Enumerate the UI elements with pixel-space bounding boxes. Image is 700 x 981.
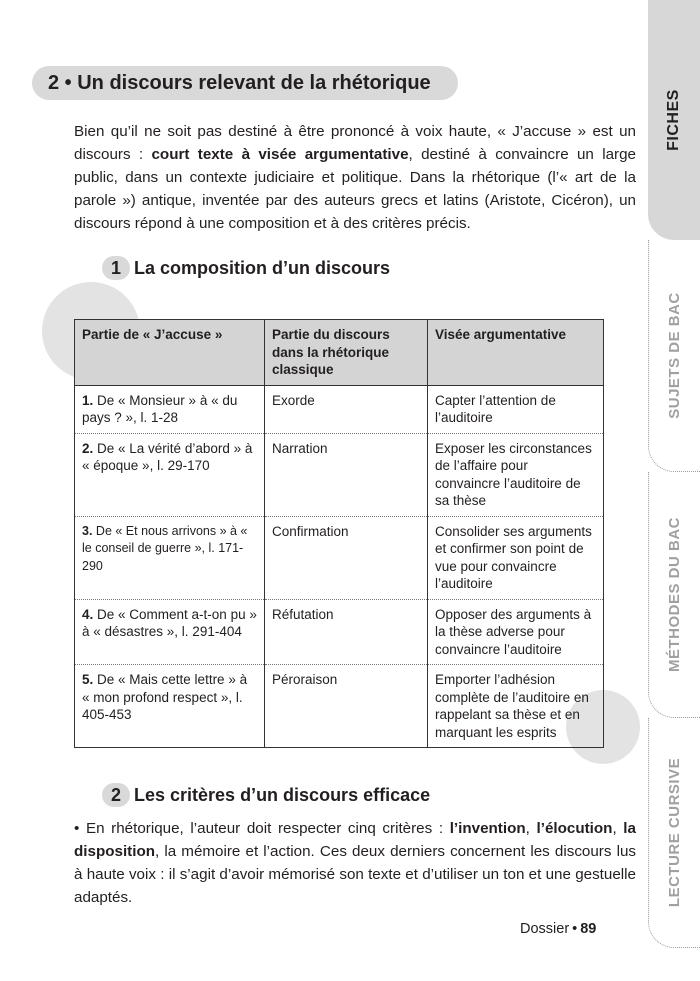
table-row	[75, 516, 604, 599]
section-title: 2 • Un discours relevant de la rhétorique	[48, 72, 431, 94]
tab-label: LECTURE CURSIVE	[666, 757, 683, 908]
table-header-row	[75, 320, 604, 386]
table-row	[75, 385, 604, 433]
part-number: 2.	[82, 440, 94, 456]
cell-part	[75, 516, 265, 599]
criteria-paragraph	[74, 817, 636, 909]
tab-sujets-de-bac[interactable]	[648, 240, 700, 472]
sidebar-tabs	[648, 0, 700, 981]
cell-rhetoric: Péroraison	[265, 665, 428, 748]
subheading-title: Les critères d’un discours efficace	[134, 785, 431, 805]
cell-aim: Exposer les circonstances de l’affaire pour convaincre l’auditoire de sa thèse	[428, 433, 604, 516]
part-text: De « Monsieur » à « du pays ? », l. 1-28	[82, 392, 238, 425]
table-row	[75, 433, 604, 516]
section-header	[32, 66, 458, 100]
footer-bullet: •	[572, 921, 578, 937]
cell-part	[75, 385, 265, 433]
criteria-text-1: • En rhétorique, l’auteur doit respecter cinq critères :	[74, 820, 450, 837]
cell-aim: Consolider ses arguments et confirmer son point de vue pour convaincre l’auditoire	[428, 516, 604, 599]
part-number: 5.	[82, 672, 94, 687]
tab-methodes-du-bac[interactable]	[648, 472, 700, 718]
page-number: 89	[580, 921, 597, 937]
table-row	[75, 599, 604, 665]
criteria-disposition: la disposition	[74, 820, 636, 860]
intro-text-2: , destiné à convaincre un large public, dans un contexte judiciaire et politique. Dans la rhétorique (l’« art de la parole ») antique, inventée par des auteurs grecs et latins (Aristote, Cicéron), un discours répond à une composition et à des critères précis.	[74, 146, 636, 232]
tab-fiches[interactable]	[648, 0, 700, 240]
cell-part	[75, 599, 265, 665]
tab-label: MÉTHODES DU BAC	[666, 516, 684, 673]
number-badge: 1	[102, 256, 130, 280]
cell-part	[75, 433, 265, 516]
criteria-sep-2: ,	[612, 820, 624, 837]
cell-rhetoric: Exorde	[265, 385, 428, 433]
part-number: 4.	[82, 606, 94, 622]
cell-aim: Emporter l’adhésion complète de l’auditoire en rappelant sa thèse et en marquant les esprits	[428, 665, 604, 748]
composition-table	[74, 319, 604, 748]
footer-label: Dossier	[520, 921, 570, 937]
column-header-aim: Visée argumentative	[428, 320, 604, 386]
cell-aim: Capter l’attention de l’auditoire	[428, 385, 604, 433]
criteria-invention: l’invention	[449, 820, 526, 837]
column-header-part: Partie de « J’accuse »	[75, 320, 265, 386]
intro-paragraph	[74, 120, 636, 235]
table-row	[75, 665, 604, 748]
number-badge: 2	[102, 783, 130, 807]
cell-rhetoric: Confirmation	[265, 516, 428, 599]
part-text: De « La vérité d’abord » à « époque », l. 29-170	[82, 440, 253, 473]
intro-bold: court texte à visée argumentative	[151, 146, 409, 163]
part-text: De « Mais cette lettre » à « mon profond respect », l. 405-453	[82, 672, 248, 722]
cell-part	[75, 665, 265, 748]
cell-rhetoric: Narration	[265, 433, 428, 516]
cell-rhetoric: Réfutation	[265, 599, 428, 665]
part-number: 3.	[82, 523, 93, 538]
criteria-sep-1: ,	[525, 820, 537, 837]
tab-label: SUJETS DE BAC	[666, 292, 683, 419]
column-header-rhetoric: Partie du discours dans la rhétorique classique	[265, 320, 428, 386]
cell-aim: Opposer des arguments à la thèse adverse pour convaincre l’auditoire	[428, 599, 604, 665]
tab-label: FICHES	[665, 89, 683, 151]
part-number: 1.	[82, 392, 94, 408]
part-text: De « Et nous arrivons » à « le conseil de guerre », l. 171-290	[82, 523, 248, 573]
subheading-title: La composition d’un discours	[134, 258, 391, 278]
tab-lecture-cursive[interactable]	[648, 718, 700, 948]
criteria-text-2: , la mémoire et l’action. Ces deux derniers concernent les discours lus à haute voix : il s’agit d’avoir mémorisé son texte et d’utiliser un ton et une gestuelle adaptés.	[74, 843, 636, 906]
criteria-elocution: l’élocution	[536, 820, 613, 837]
intro-text-1: Bien qu’il ne soit pas destiné à être prononcé à voix haute, « J’accuse » est un discours :	[74, 123, 636, 163]
page-footer	[520, 921, 596, 937]
part-text: De « Comment a-t-on pu » à « désastres », l. 291-404	[82, 606, 257, 639]
